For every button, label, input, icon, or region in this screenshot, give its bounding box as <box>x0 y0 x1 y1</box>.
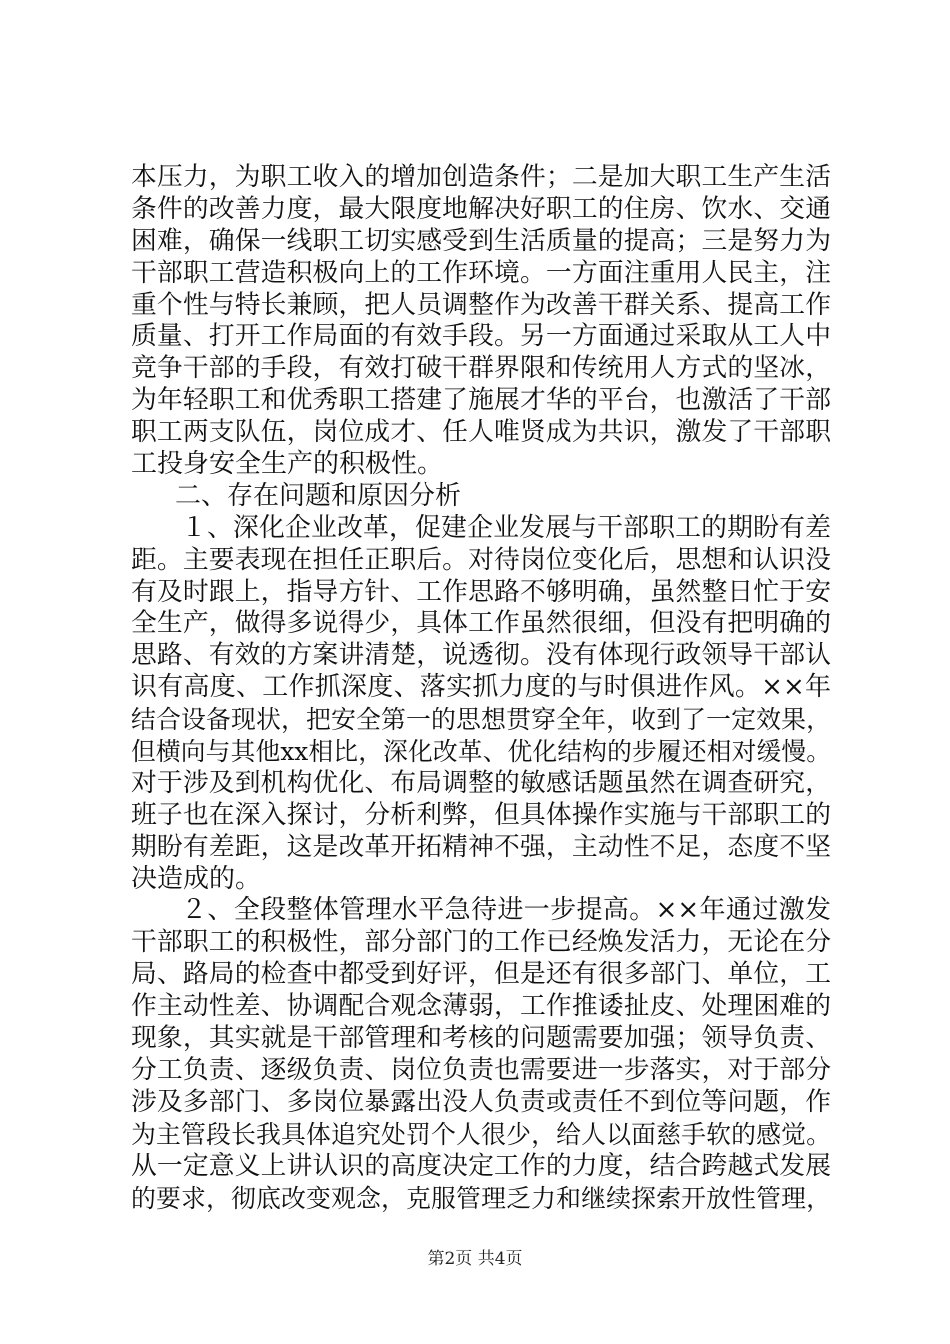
text-line: 质量、打开工作局面的有效手段。另一方面通过采取从工人中 <box>131 321 831 352</box>
text-line: 工投身安全生产的积极性。 <box>131 449 444 480</box>
text-line: 为年轻职工和优秀职工搭建了施展才华的平台，也激活了干部 <box>131 385 831 416</box>
text-line: 对于涉及到机构优化、布局调整的敏感话题虽然在调查研究， <box>131 767 831 798</box>
text-line: 有及时跟上，指导方针、工作思路不够明确，虽然整日忙于安 <box>131 576 831 607</box>
text-line: 干部职工的积极性，部分部门的工作已经焕发活力，无论在分 <box>131 927 831 958</box>
page-footer: 第2页 共4页 <box>427 1249 523 1269</box>
text-line: 思路、有效的方案讲清楚，说透彻。没有体现行政领导干部认 <box>131 640 831 671</box>
text-line: 从一定意义上讲认识的高度决定工作的力度，结合跨越式发展 <box>131 1150 831 1181</box>
text-line: 识有高度、工作抓深度、落实抓力度的与时俱进作风。××年 <box>131 672 831 703</box>
text-line: 职工两支队伍，岗位成才、任人唯贤成为共识，激发了干部职 <box>131 417 831 448</box>
text-line: 干部职工营造积极向上的工作环境。一方面注重用人民主，注 <box>131 257 831 288</box>
text-line: 分工负责、逐级负责、岗位负责也需要进一步落实，对于部分 <box>131 1054 831 1085</box>
text-line: 涉及多部门、多岗位暴露出没人负责或责任不到位等问题，作 <box>131 1086 831 1117</box>
body-text <box>131 162 831 1214</box>
text-line: １、深化企业改革，促建企业发展与干部职工的期盼有差 <box>181 512 831 543</box>
text-line: 但横向与其他xx相比，深化改革、优化结构的步履还相对缓慢。 <box>131 737 831 767</box>
text-line: 竞争干部的手段，有效打破干群界限和传统用人方式的坚冰， <box>131 353 831 384</box>
text-line: 重个性与特长兼顾，把人员调整作为改善干群关系、提高工作 <box>131 289 831 320</box>
text-line: 距。主要表现在担任正职后。对待岗位变化后，思想和认识没 <box>131 544 831 575</box>
text-line: 困难，确保一线职工切实感受到生活质量的提高；三是努力为 <box>131 225 831 256</box>
text-line: 班子也在深入探讨，分析利弊，但具体操作实施与干部职工的 <box>131 799 831 830</box>
text-line: 结合设备现状，把安全第一的思想贯穿全年，收到了一定效果， <box>131 705 831 735</box>
section-heading: 二、存在问题和原因分析 <box>175 480 462 511</box>
text-line: ２、全段整体管理水平急待进一步提高。××年通过激发 <box>181 895 831 926</box>
text-line: 条件的改善力度，最大限度地解决好职工的住房、饮水、交通 <box>131 193 831 224</box>
text-line: 局、路局的检查中都受到好评，但是还有很多部门、单位，工 <box>131 959 831 990</box>
text-line: 全生产，做得多说得少，具体工作虽然很细，但没有把明确的 <box>131 608 831 639</box>
text-line: 现象，其实就是干部管理和考核的问题需要加强；领导负责、 <box>131 1023 831 1054</box>
text-line: 的要求，彻底改变观念，克服管理乏力和继续探索开放性管理， <box>131 1183 831 1213</box>
text-line: 期盼有差距，这是改革开拓精神不强，主动性不足，态度不坚 <box>131 831 831 862</box>
text-line: 决造成的。 <box>131 863 262 894</box>
text-line: 作主动性差、协调配合观念薄弱，工作推诿扯皮、处理困难的 <box>131 991 831 1022</box>
text-line: 为主管段长我具体追究处罚个人很少，给人以面慈手软的感觉。 <box>131 1119 831 1149</box>
text-line: 本压力，为职工收入的增加创造条件；二是加大职工生产生活 <box>131 162 831 192</box>
